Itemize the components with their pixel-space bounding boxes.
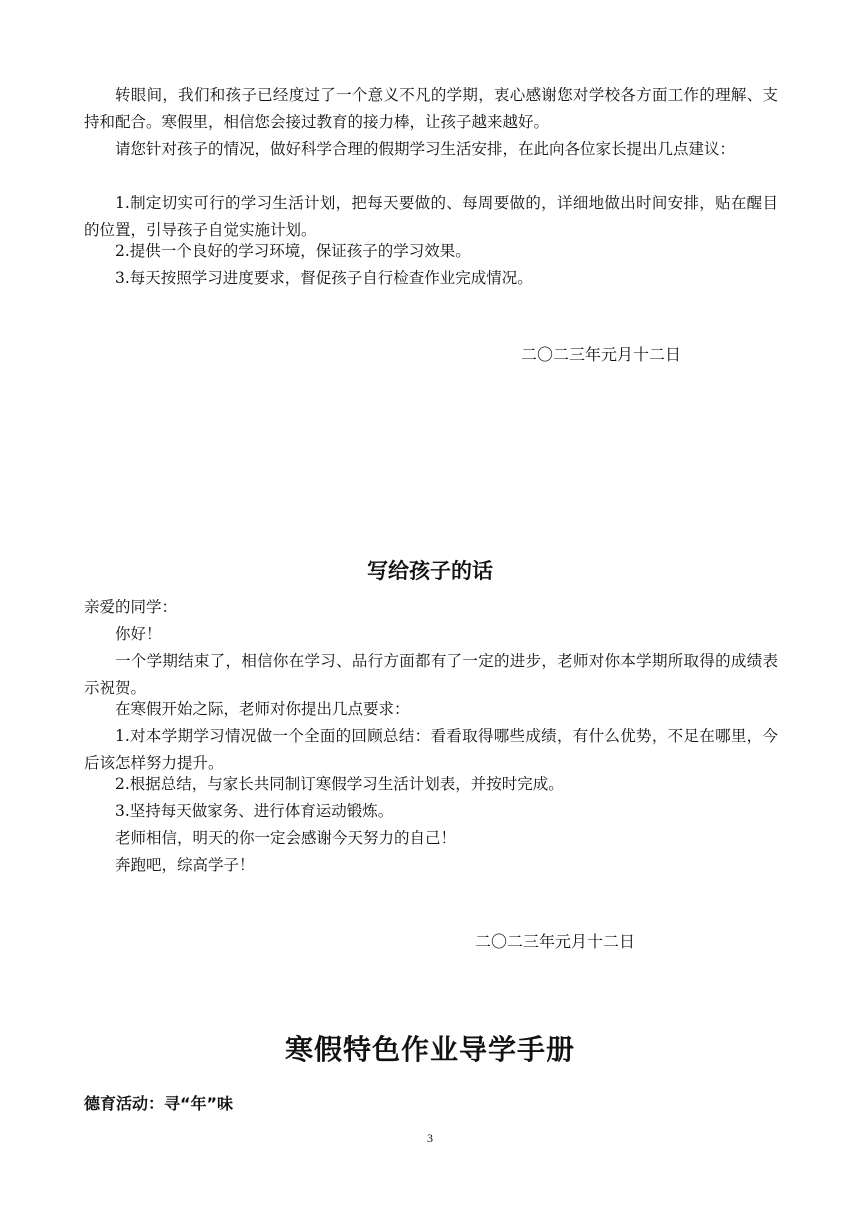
children-encouragement: 老师相信，明天的你一定会感谢今天努力的自己！ — [115, 829, 457, 847]
parents-letter-date: 二〇二三年元月十二日 — [521, 345, 682, 364]
children-letter-date: 二〇二三年元月十二日 — [475, 932, 636, 951]
children-item-1: 1.对本学期学习情况做一个全面的回顾总结：看看取得哪些成绩，有什么优势，不足在哪里，今后该怎样努力提升。 — [84, 727, 778, 772]
children-item-3: 3.坚持每天做家务、进行体育运动锻炼。 — [115, 802, 394, 820]
children-paragraph-requests: 在寒假开始之际，老师对你提出几点要求： — [115, 700, 410, 718]
children-salutation: 亲爱的同学： — [84, 598, 178, 616]
children-item-2: 2.根据总结，与家长共同制订寒假学习生活计划表，并按时完成。 — [115, 775, 564, 793]
handbook-title: 寒假特色作业导学手册 — [284, 1033, 575, 1066]
moral-activity-label: 德育活动：寻“年”味 — [84, 1094, 234, 1113]
children-letter-title: 写给孩子的话 — [367, 559, 493, 583]
children-greeting: 你好！ — [115, 625, 162, 643]
parents-item-1: 1.制定切实可行的学习生活计划，把每天要做的、每周要做的，详细地做出时间安排，贴在醒目的位置，引导孩子自觉实施计划。 — [84, 194, 778, 239]
children-slogan: 奔跑吧，综高学子！ — [115, 856, 255, 874]
page-number: 3 — [427, 1131, 433, 1145]
parents-item-2: 2.提供一个良好的学习环境，保证孩子的学习效果。 — [115, 242, 471, 260]
parents-paragraph-intro: 转眼间，我们和孩子已经度过了一个意义不凡的学期，衷心感谢您对学校各方面工作的理解、支持和配合。寒假里，相信您会接过教育的接力棒，让孩子越来越好。 — [84, 86, 778, 131]
parents-paragraph-suggestion: 请您针对孩子的情况，做好科学合理的假期学习生活安排，在此向各位家长提出几点建议： — [115, 140, 736, 158]
children-paragraph-intro: 一个学期结束了，相信你在学习、品行方面都有了一定的进步，老师对你本学期所取得的成绩表示祝贺。 — [84, 652, 778, 697]
parents-item-3: 3.每天按照学习进度要求，督促孩子自行检查作业完成情况。 — [115, 269, 533, 287]
